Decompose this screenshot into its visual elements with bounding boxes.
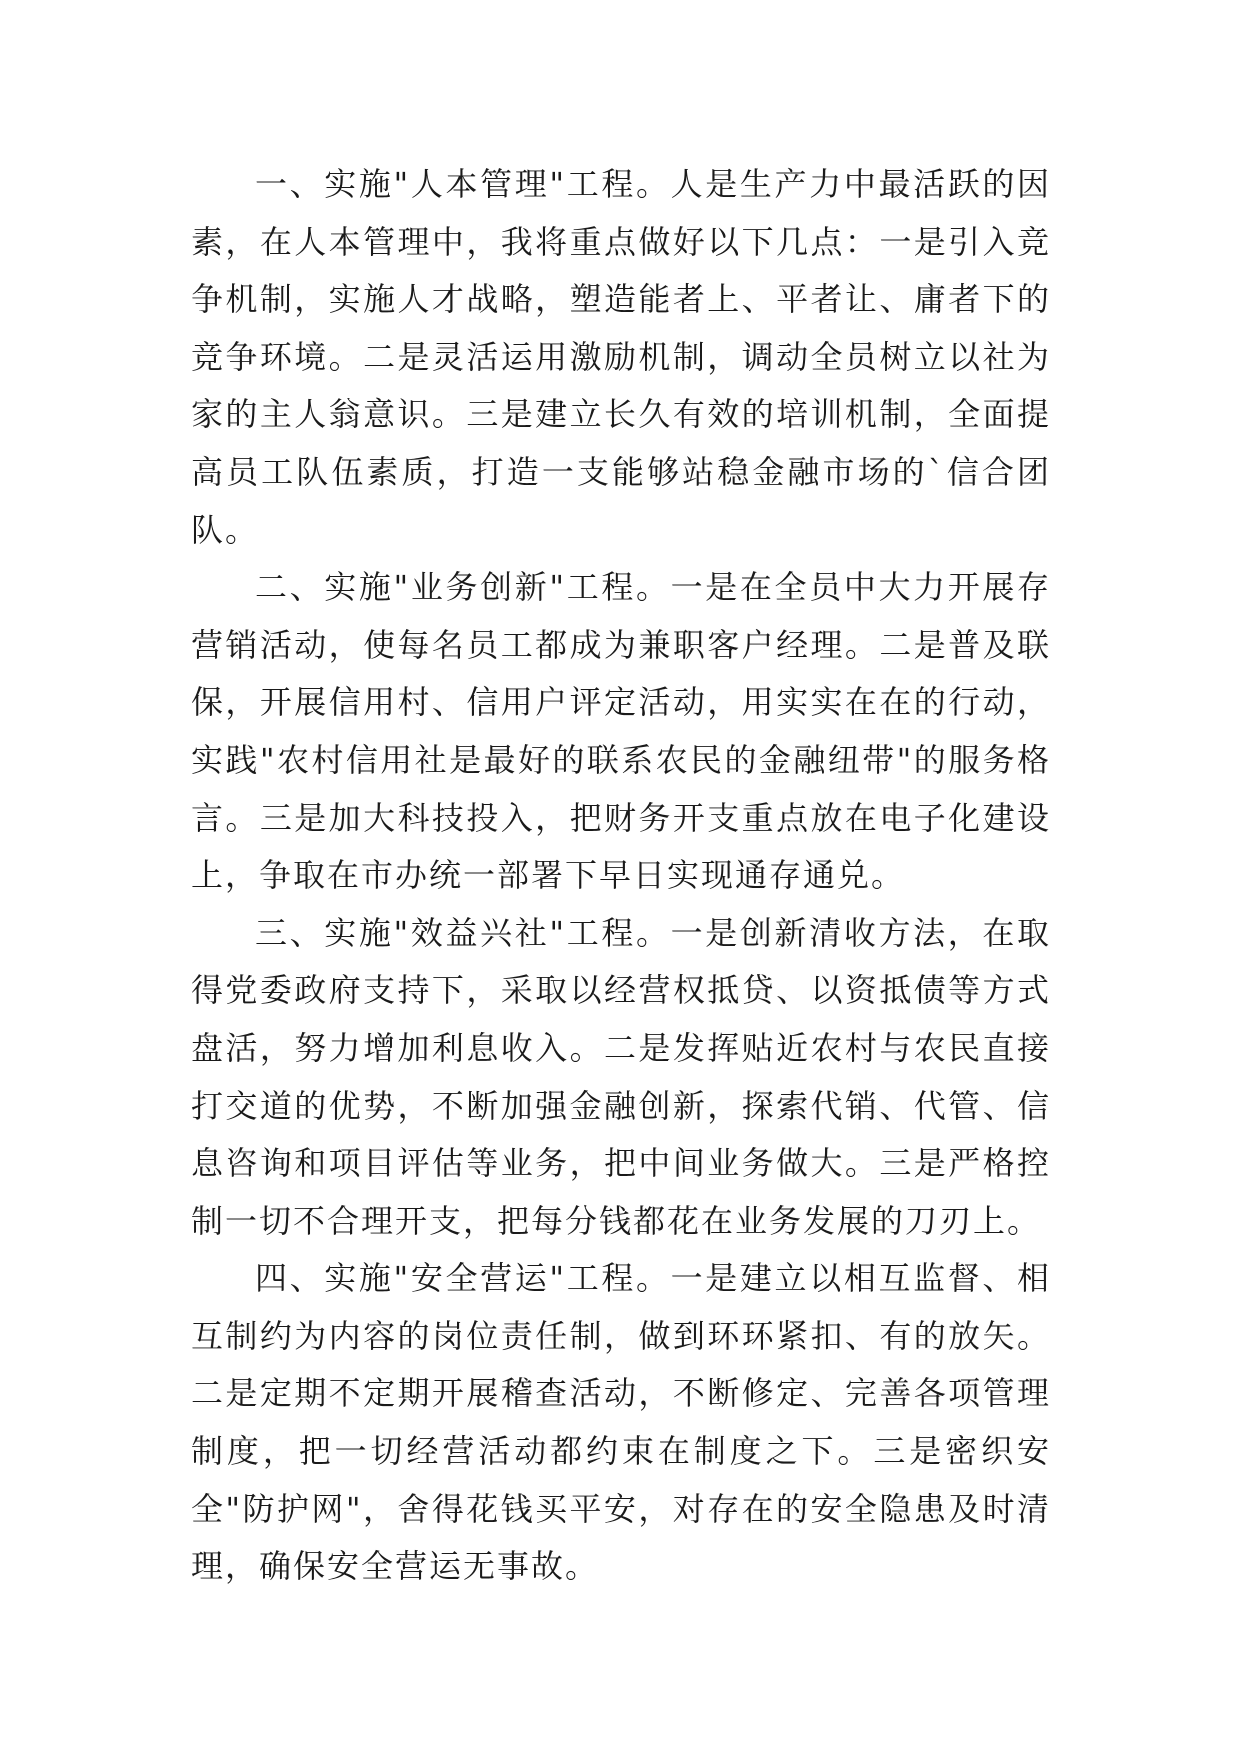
- paragraph-4: 四、实施"安全营运"工程。一是建立以相互监督、相互制约为内容的岗位责任制，做到环环紧扣、有的放矢。二是定期不定期开展稽查活动，不断修定、完善各项管理制度，把一切经营活动都约束在制度之下。三是密织安全"防护网"，舍得花钱买平安，对存在的安全隐患及时清理，确保安全营运无事故。: [191, 1259, 1051, 1586]
- paragraph-1: 一、实施"人本管理"工程。人是生产力中最活跃的因素，在人本管理中，我将重点做好以下几点：一是引入竞争机制，实施人才战略，塑造能者上、平者让、庸者下的竞争环境。二是灵活运用激励机制，调动全员树立以社为家的主人翁意识。三是建立长久有效的培训机制，全面提高员工队伍素质，打造一支能够站稳金融市场的`信合团队。: [191, 165, 1051, 549]
- paragraph-3: 三、实施"效益兴社"工程。一是创新清收方法，在取得党委政府支持下，采取以经营权抵贷、以资抵债等方式盘活，努力增加利息收入。二是发挥贴近农村与农民直接打交道的优势，不断加强金融创新，探索代销、代管、信息咨询和项目评估等业务，把中间业务做大。三是严格控制一切不合理开支，把每分钱都花在业务发展的刀刃上。: [191, 913, 1051, 1240]
- document-body: [191, 156, 1051, 1596]
- paragraph-2: 二、实施"业务创新"工程。一是在全员中大力开展存营销活动，使每名员工都成为兼职客户经理。二是普及联保，开展信用村、信用户评定活动，用实实在在的行动，实践"农村信用社是最好的联系农民的金融纽带"的服务格言。三是加大科技投入，把财务开支重点放在电子化建设上，争取在市办统一部署下早日实现通存通兑。: [191, 568, 1051, 895]
